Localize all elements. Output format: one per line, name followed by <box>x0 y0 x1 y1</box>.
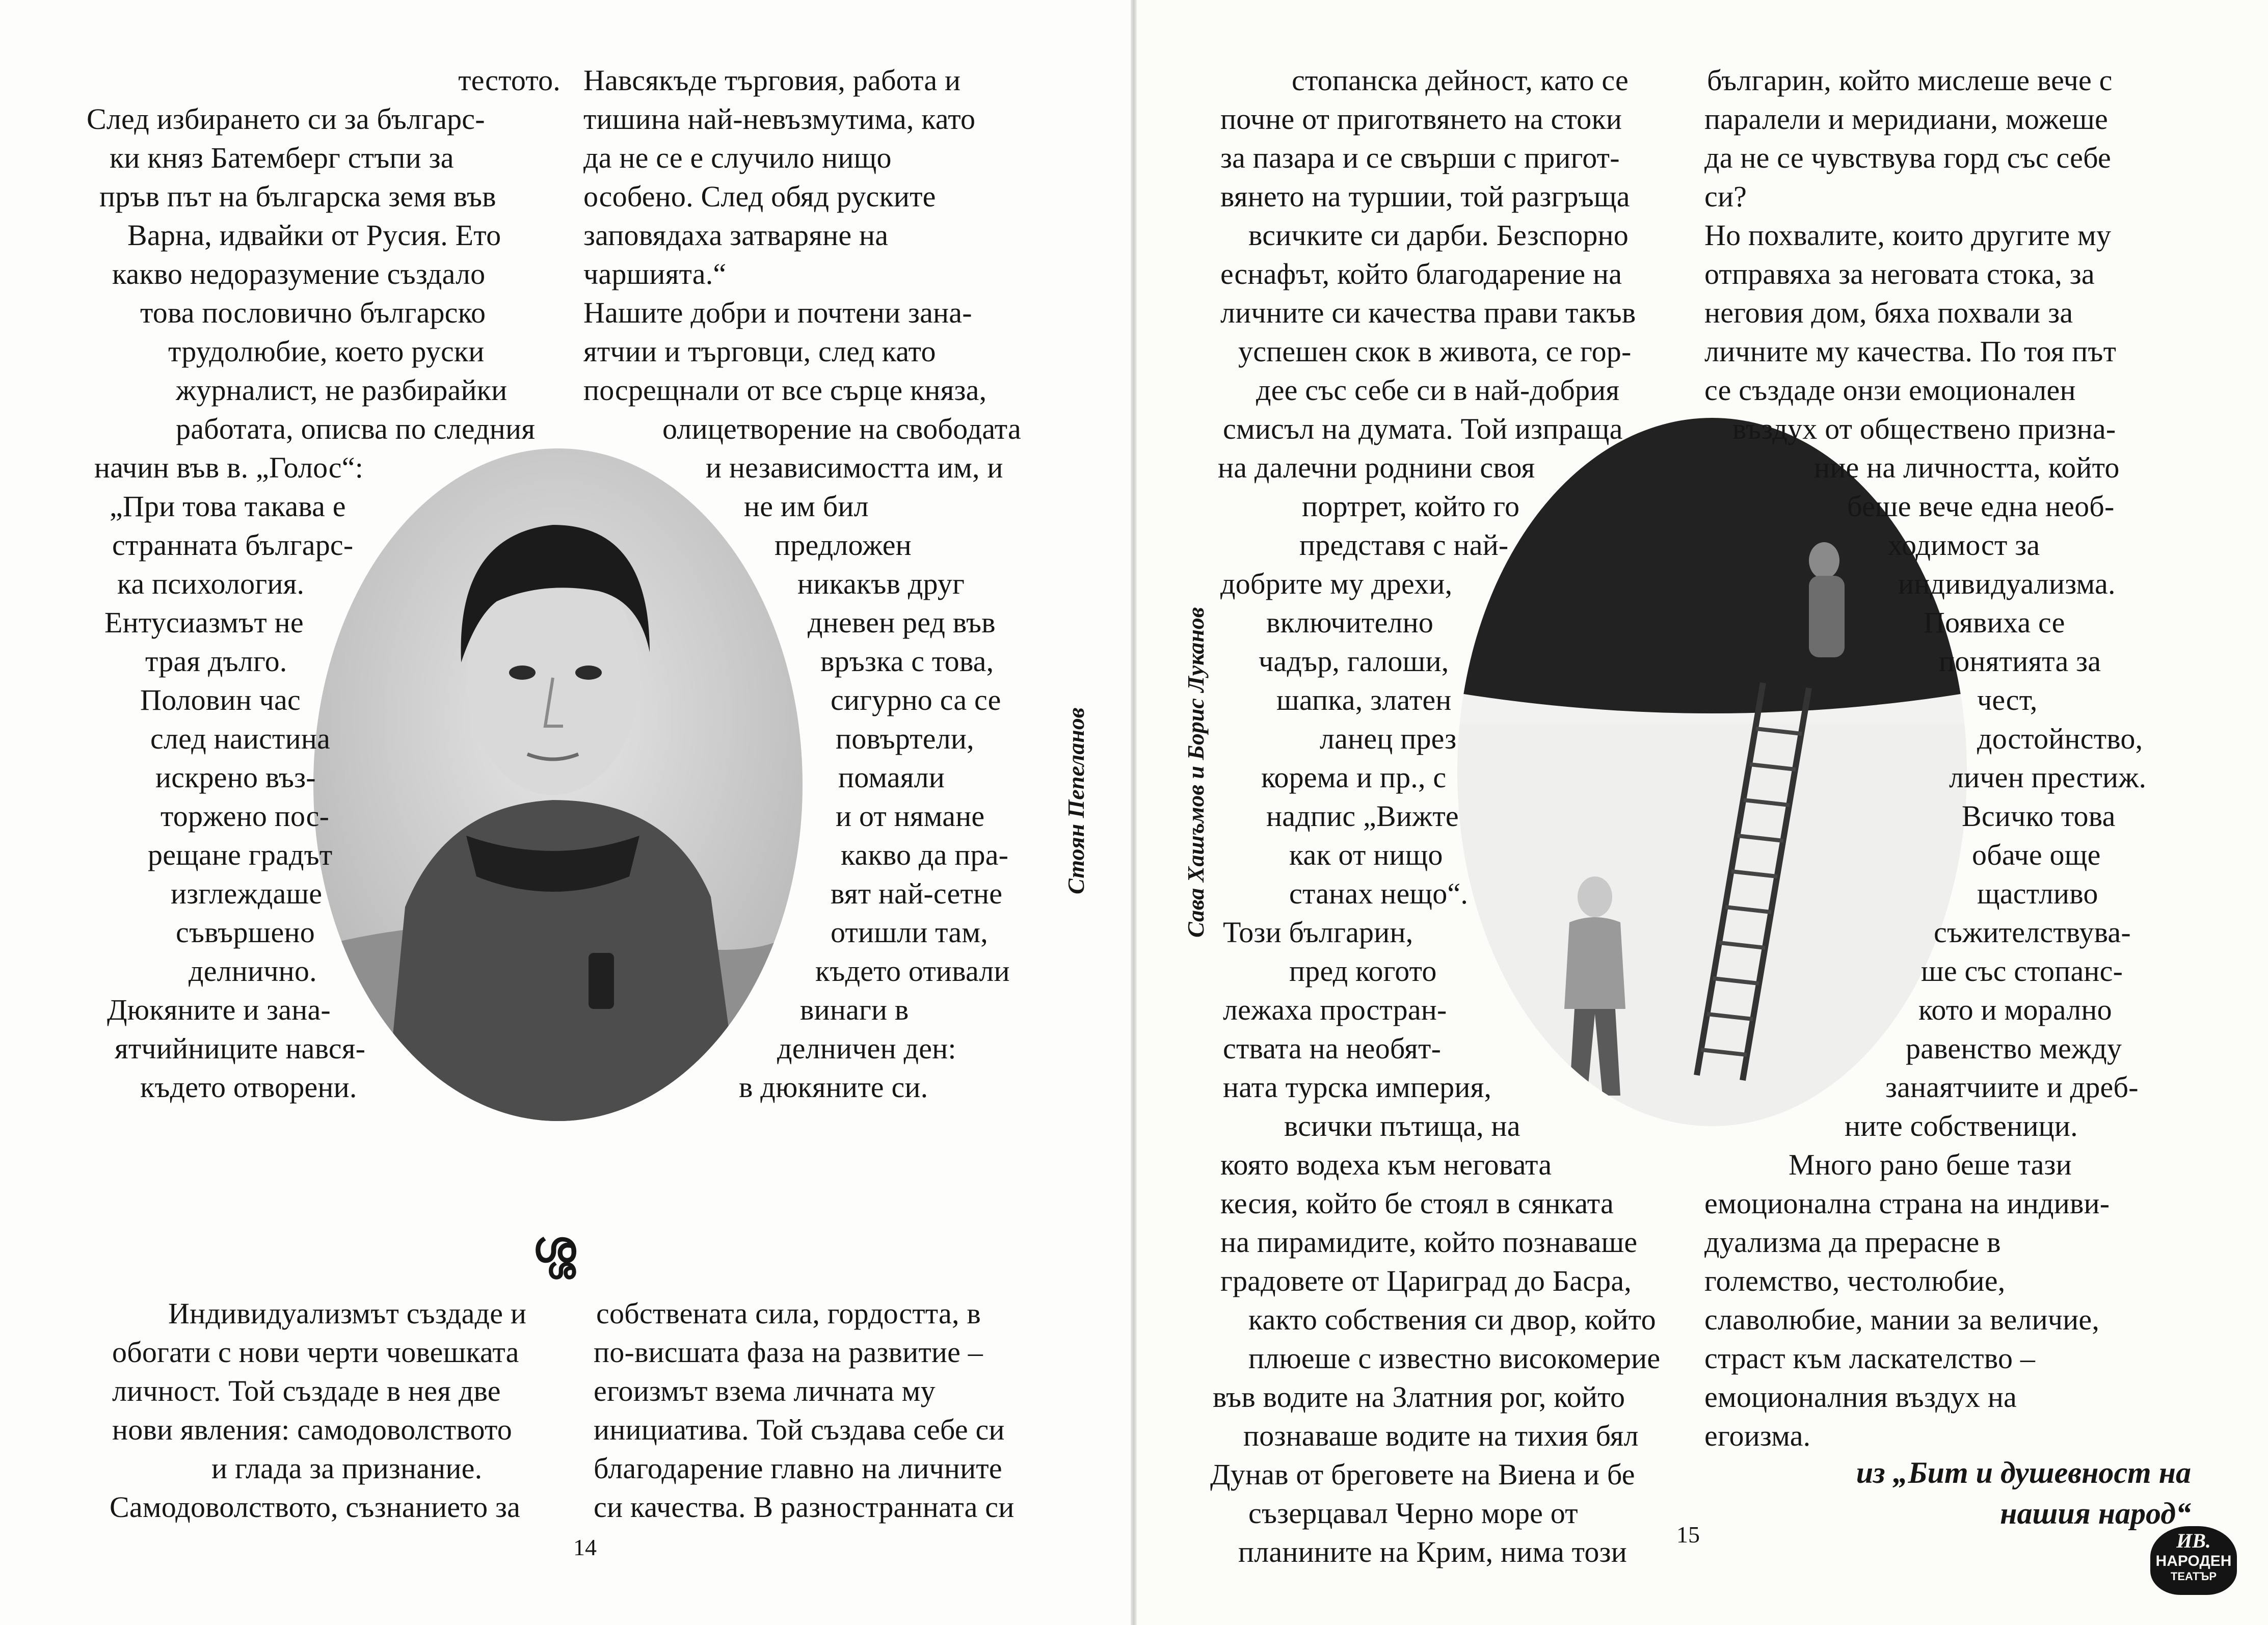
left-page-number: 14 <box>573 1534 597 1560</box>
text-line: нови явления: самодоволството <box>112 1413 512 1446</box>
text-line: и независимостта им, и <box>706 451 1003 484</box>
text-line: Ентусиазмът не <box>104 606 304 639</box>
text-line: почне от приготвянето на стоки <box>1220 102 1622 136</box>
theatre-logo <box>2150 1526 2237 1595</box>
text-line: понятията за <box>1939 645 2101 678</box>
text-line: да не се е случило нищо <box>583 141 892 174</box>
text-line: егоизмът взема личната му <box>594 1374 936 1407</box>
text-line: на пирамидите, който познаваше <box>1220 1226 1638 1259</box>
text-line: кото и морално <box>1918 993 2112 1026</box>
source-quote-line: из „Бит и душевност на <box>1856 1456 2191 1489</box>
text-line: Половин час <box>140 683 301 716</box>
text-line: Дунав от бреговете на Виена и бе <box>1210 1458 1635 1491</box>
text-line: стопанска дейност, като се <box>1292 64 1629 97</box>
right-photo-caption: Сава Хашъмов и Борис Луканов <box>1183 607 1209 938</box>
text-line: кесия, който бе стоял в сянката <box>1220 1187 1614 1220</box>
text-line: корема и пр., с <box>1261 761 1447 794</box>
text-line: включително <box>1266 606 1434 639</box>
text-line: емоционалния въздух на <box>1704 1380 2017 1414</box>
text-line: да не се чувствува горд със себе <box>1704 141 2111 174</box>
text-line: чест, <box>1977 683 2038 716</box>
text-line: начин във в. „Голос“: <box>94 451 364 484</box>
text-line: личен престиж. <box>1949 761 2147 794</box>
text-line: рещане градът <box>148 838 333 871</box>
text-line: ки княз Батемберг стъпи за <box>110 141 454 174</box>
text-line: Всичко това <box>1962 800 2116 833</box>
text-line: в дюкяните си. <box>739 1071 928 1104</box>
text-line: станах нещо“. <box>1289 877 1469 910</box>
text-line: щастливо <box>1977 877 2098 910</box>
text-line: „При това такава е <box>110 490 346 523</box>
text-line: славолюбие, мании за величие, <box>1704 1303 2100 1336</box>
text-line: съзерцавал Черно море от <box>1248 1497 1578 1530</box>
text-line: въздух от общественo призна- <box>1732 412 2116 445</box>
text-line: всички пътища, на <box>1284 1109 1520 1142</box>
text-line: отправяха за неговата стока, за <box>1704 257 2095 290</box>
text-line: връзка с това, <box>820 645 994 678</box>
text-line: всичките си дарби. Безспорно <box>1248 219 1629 252</box>
text-line: равенство между <box>1906 1032 2122 1065</box>
text-line: на далечни роднини своя <box>1218 451 1535 484</box>
text-line: олицетворение на свободата <box>662 412 1022 445</box>
text-line: си? <box>1704 180 1747 213</box>
text-line: и глада за признание. <box>211 1452 483 1485</box>
text-line: за пазара и се свърши с пригот- <box>1220 141 1620 174</box>
text-line: пръв път на българска земя във <box>99 180 496 213</box>
text-line: се създаде онзи емоционален <box>1704 374 2076 407</box>
text-line: личните си качества прави такъв <box>1220 296 1636 329</box>
text-line: обаче още <box>1972 838 2101 871</box>
text-line: вянето на туршии, той разгръща <box>1220 180 1630 213</box>
text-line: занаятчиите и дреб- <box>1885 1071 2139 1104</box>
text-line: където отворени. <box>140 1071 357 1104</box>
text-line: и от нямане <box>836 800 985 833</box>
left-photo-caption: Стоян Пепеланов <box>1063 707 1089 894</box>
text-line: добрите му дрехи, <box>1220 567 1453 600</box>
text-line: Този българин, <box>1223 916 1413 949</box>
text-line: където отивали <box>815 954 1010 988</box>
portrait-photo <box>313 448 803 1121</box>
text-line: винаги в <box>800 993 909 1026</box>
text-line: ните собственици. <box>1845 1109 2078 1142</box>
text-line: чаршията.“ <box>583 257 727 290</box>
text-line: ната турска империя, <box>1223 1071 1492 1104</box>
text-line: плюеше с известно високомерие <box>1248 1342 1661 1375</box>
text-line: както собствения си двор, който <box>1248 1303 1656 1336</box>
text-line: личните му качества. По тоя път <box>1704 335 2117 368</box>
text-line: Много рано беше тази <box>1789 1148 2072 1181</box>
logo-main-text: НАРОДЕН <box>2155 1553 2232 1569</box>
text-line: ние на личността, който <box>1814 451 2120 484</box>
text-line: индивидуализма. <box>1898 567 2116 600</box>
text-line: сигурно са се <box>831 683 1001 716</box>
text-line: познаваше водите на тихия бял <box>1243 1419 1639 1452</box>
text-line: ятчийниците нався- <box>115 1032 366 1065</box>
text-line: предложен <box>775 528 912 562</box>
text-line: Навсякъде търговия, работа и <box>583 64 961 97</box>
text-line: никакъв друг <box>797 567 965 600</box>
text-line: шапка, златен <box>1276 683 1452 716</box>
text-line: инициатива. Той създава себе си <box>594 1413 1005 1446</box>
text-line: представя с най- <box>1299 528 1509 562</box>
text-line: лежаха простран- <box>1223 993 1447 1026</box>
text-line: заповядаха затваряне на <box>583 219 889 252</box>
text-line: Дюкяните и зана- <box>107 993 331 1026</box>
text-line: Индивидуализмът създаде и <box>168 1297 527 1330</box>
text-line: съвършено <box>176 916 315 949</box>
text-line: това пословично българско <box>140 296 486 329</box>
text-line: помаяли <box>838 761 945 794</box>
text-line: Самодоволството, съзнанието за <box>110 1490 521 1524</box>
text-line: ятчии и търговци, след като <box>583 335 936 368</box>
logo-bottom-text: ТЕАТЪР <box>2170 1570 2217 1583</box>
text-line: Нашите добри и почтени зана- <box>583 296 972 329</box>
text-line: изглеждаше <box>171 877 323 910</box>
source-quote-line: нашия народ“ <box>2000 1497 2191 1530</box>
text-line: След избирането си за българс- <box>87 102 485 136</box>
text-line: личност. Той създаде в нея две <box>112 1374 501 1407</box>
text-line: отишли там, <box>831 916 988 949</box>
text-line: благодарение главно на личните <box>594 1452 1002 1485</box>
text-line: във водите на Златния рог, който <box>1213 1380 1625 1414</box>
text-line: градовете от Цариград до Басра, <box>1220 1264 1632 1297</box>
text-line: която водеха към неговата <box>1220 1148 1552 1181</box>
text-line: странната българс- <box>112 528 354 562</box>
text-line: след наистина <box>150 722 331 755</box>
text-line: ше със стопанс- <box>1921 954 2123 988</box>
text-line: как от нищо <box>1289 838 1443 871</box>
text-line: българин, който мислеше вече с <box>1707 64 2113 97</box>
logo-top-text: ИВ. <box>2176 1529 2211 1552</box>
text-line: не им бил <box>744 490 869 523</box>
text-line: работата, описва по следния <box>176 412 536 445</box>
text-line: егоизма. <box>1704 1419 1811 1452</box>
text-line: трудолюбие, което руски <box>168 335 485 368</box>
ornament: ശ്ശ <box>532 1224 573 1271</box>
text-line: торжено пос- <box>161 800 330 833</box>
text-line: Но похвалите, които другите му <box>1704 219 2112 252</box>
text-line: ходимост за <box>1888 528 2040 562</box>
text-line: ланец през <box>1320 722 1457 755</box>
text-line: посрещнали от все сърце княза, <box>583 374 987 407</box>
text-line: искрено въз- <box>155 761 316 794</box>
text-line: успешен скок в живота, се гор- <box>1238 335 1632 368</box>
text-line: вят най-сетне <box>831 877 1003 910</box>
text-line: какво недоразумение създало <box>112 257 486 290</box>
text-line: паралели и меридиани, можеше <box>1704 102 2108 136</box>
text-line: какво да пра- <box>841 838 1009 871</box>
text-line: чадър, галоши, <box>1259 645 1449 678</box>
text-line: еснафът, който благодарение на <box>1220 257 1622 290</box>
text-line: дуализма да прерасне в <box>1704 1226 2001 1259</box>
text-line: големство, честолюбие, <box>1704 1264 2006 1297</box>
text-line: дневен ред във <box>808 606 996 639</box>
text-line: смисъл на думата. Той изпраща <box>1223 412 1623 445</box>
text-line: обогати с нови черти човешката <box>112 1336 519 1369</box>
text-line: по-висшата фаза на развитие – <box>594 1336 983 1369</box>
book-spine <box>1131 0 1137 1625</box>
text-line: планините на Крим, нима този <box>1238 1535 1627 1568</box>
text-line: портрет, който го <box>1302 490 1520 523</box>
text-line: надпис „Вижте <box>1266 800 1459 833</box>
text-line: страст към ласкателство – <box>1704 1342 2036 1375</box>
right-page-number: 15 <box>1676 1522 1700 1548</box>
text-line: неговия дом, бяха похвали за <box>1704 296 2073 329</box>
text-line: Варна, идвайки от Русия. Ето <box>127 219 501 252</box>
text-line: тишина най-невъзмутима, като <box>583 102 976 136</box>
text-line: съжителствува- <box>1934 916 2131 949</box>
text-line: журналист, не разбирайки <box>176 374 508 407</box>
text-line: Появиха се <box>1924 606 2065 639</box>
text-line: тестото. <box>458 64 561 97</box>
text-line: си качества. В разностранната си <box>594 1490 1015 1524</box>
text-line: ствата на необят- <box>1223 1032 1442 1065</box>
text-line: трая дълго. <box>145 645 287 678</box>
text-line: делничен ден: <box>777 1032 956 1065</box>
text-line: делнично. <box>189 954 317 988</box>
text-line: повъртели, <box>836 722 974 755</box>
text-line: ка психология. <box>117 567 305 600</box>
text-line: пред когото <box>1289 954 1437 988</box>
text-line: собствената сила, гордостта, в <box>596 1297 981 1330</box>
text-line: беше вече една необ- <box>1847 490 2115 523</box>
text-line: дее със себе си в най-добрия <box>1256 374 1620 407</box>
text-line: емоционална страна на индиви- <box>1704 1187 2110 1220</box>
text-line: достойнство, <box>1977 722 2143 755</box>
portrait-illustration <box>313 448 803 1121</box>
text-line: особено. След обяд руските <box>583 180 936 213</box>
